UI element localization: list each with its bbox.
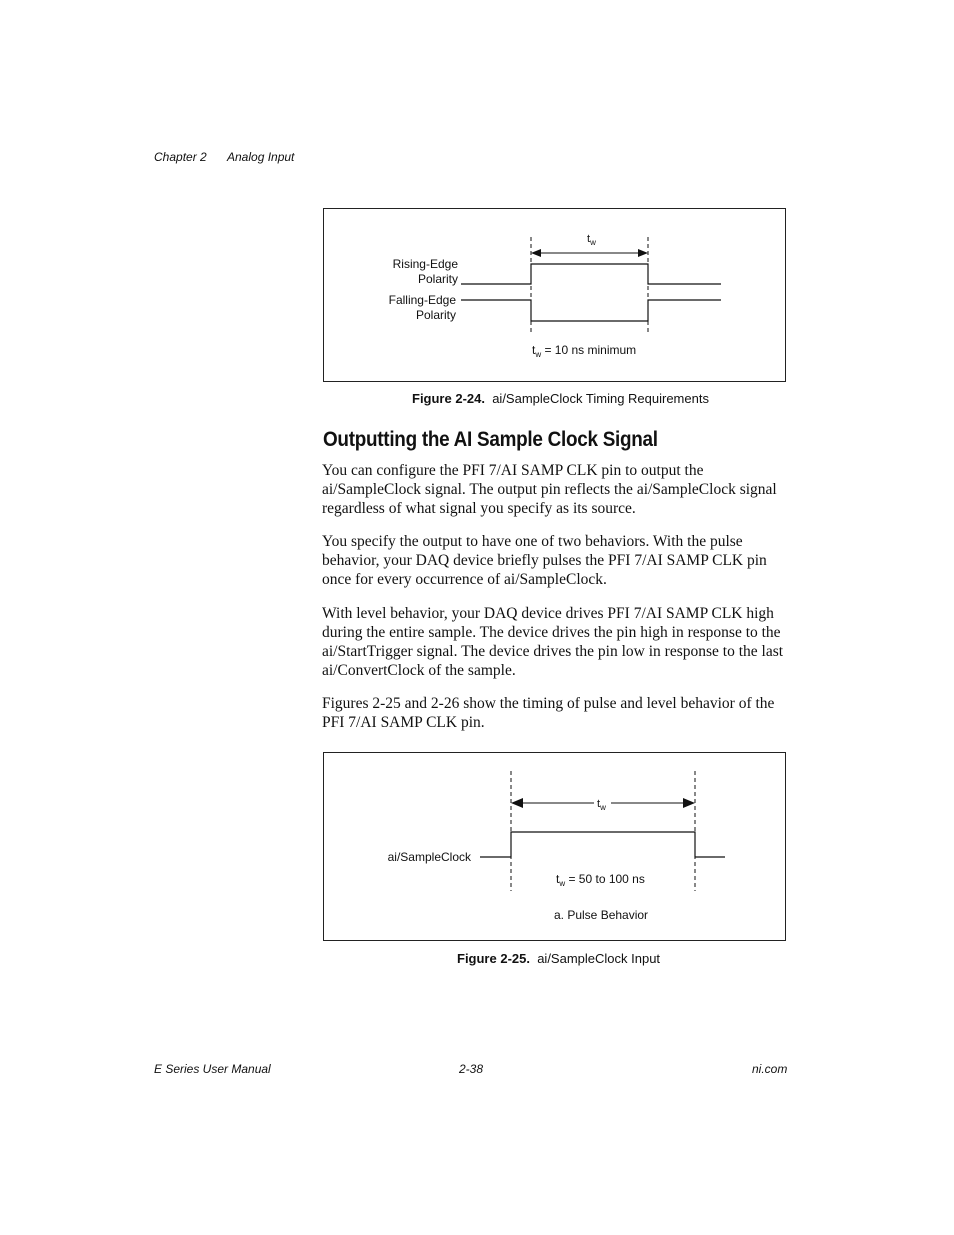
section-heading: Outputting the AI Sample Clock Signal: [323, 428, 658, 451]
pulse-arrow-right-head: [683, 798, 695, 808]
falling-edge-label-line2: Polarity: [415, 308, 456, 322]
figure-2-25-number: Figure 2-25.: [457, 951, 530, 966]
figure-2-24-diagram: [324, 209, 785, 381]
running-header-section: Analog Input: [227, 150, 295, 164]
figure-2-24-title: ai/SampleClock Timing Requirements: [492, 391, 709, 406]
paragraph-4: Figures 2-25 and 2-26 show the timing of pulse and level behavior of the PFI 7/AI SAMP CLK pin.: [322, 695, 775, 731]
footer-page-number: 2-38: [459, 1062, 484, 1076]
falling-edge-waveform: [461, 300, 721, 321]
tw-arrow-left-head: [531, 249, 541, 257]
figure-2-25-box: [323, 752, 786, 941]
figure-2-25-caption: [457, 951, 660, 966]
rising-edge-label-line2: Polarity: [417, 272, 458, 286]
figure-2-25-title: ai/SampleClock Input: [537, 951, 661, 966]
pulse-behavior-subcaption: a. Pulse Behavior: [554, 908, 649, 922]
pulse-width-note: $t_w = 50$ to 100 ns: [556, 872, 645, 888]
rising-edge-waveform: [461, 264, 721, 284]
pulse-tw-label: $t_w$: [597, 798, 606, 812]
running-header-chapter: Chapter 2: [154, 150, 207, 164]
sampleclock-pulse-waveform: [480, 832, 725, 857]
sampleclock-signal-label: ai/SampleClock: [387, 850, 471, 864]
paragraph-3: With level behavior, your DAQ device drives PFI 7/AI SAMP CLK high during the entire sample. The device drives the pin high in response to the ai/StartTrigger signal. The device drives the pin low in response to the last ai/ConvertClock of the sample.: [322, 605, 784, 679]
figure-2-25-diagram: [324, 753, 785, 940]
rising-edge-label-line1: Rising-Edge: [392, 257, 458, 271]
footer-manual-title: E Series User Manual: [154, 1062, 271, 1076]
paragraph-1: You can configure the PFI 7/AI SAMP CLK pin to output the ai/SampleClock signal. The output pin reflects the ai/SampleClock signal regardless of what signal you specify as its source.: [322, 462, 777, 517]
figure-2-24-box: [323, 208, 786, 382]
footer-website: ni.com: [752, 1062, 788, 1076]
falling-edge-label-line1: Falling-Edge: [388, 293, 456, 307]
tw-minimum-note: $t_w = 10$ ns minimum: [532, 343, 637, 359]
pulse-arrow-left-head: [511, 798, 523, 808]
figure-2-24-caption: [412, 391, 709, 406]
figure-2-24-number: Figure 2-24.: [412, 391, 485, 406]
tw-label: $t_w$: [587, 233, 596, 247]
paragraph-2: You specify the output to have one of two behaviors. With the pulse behavior, your DAQ device briefly pulses the PFI 7/AI SAMP CLK pin once for every occurrence of ai/SampleClock.: [322, 533, 767, 588]
tw-arrow-right-head: [638, 249, 648, 257]
